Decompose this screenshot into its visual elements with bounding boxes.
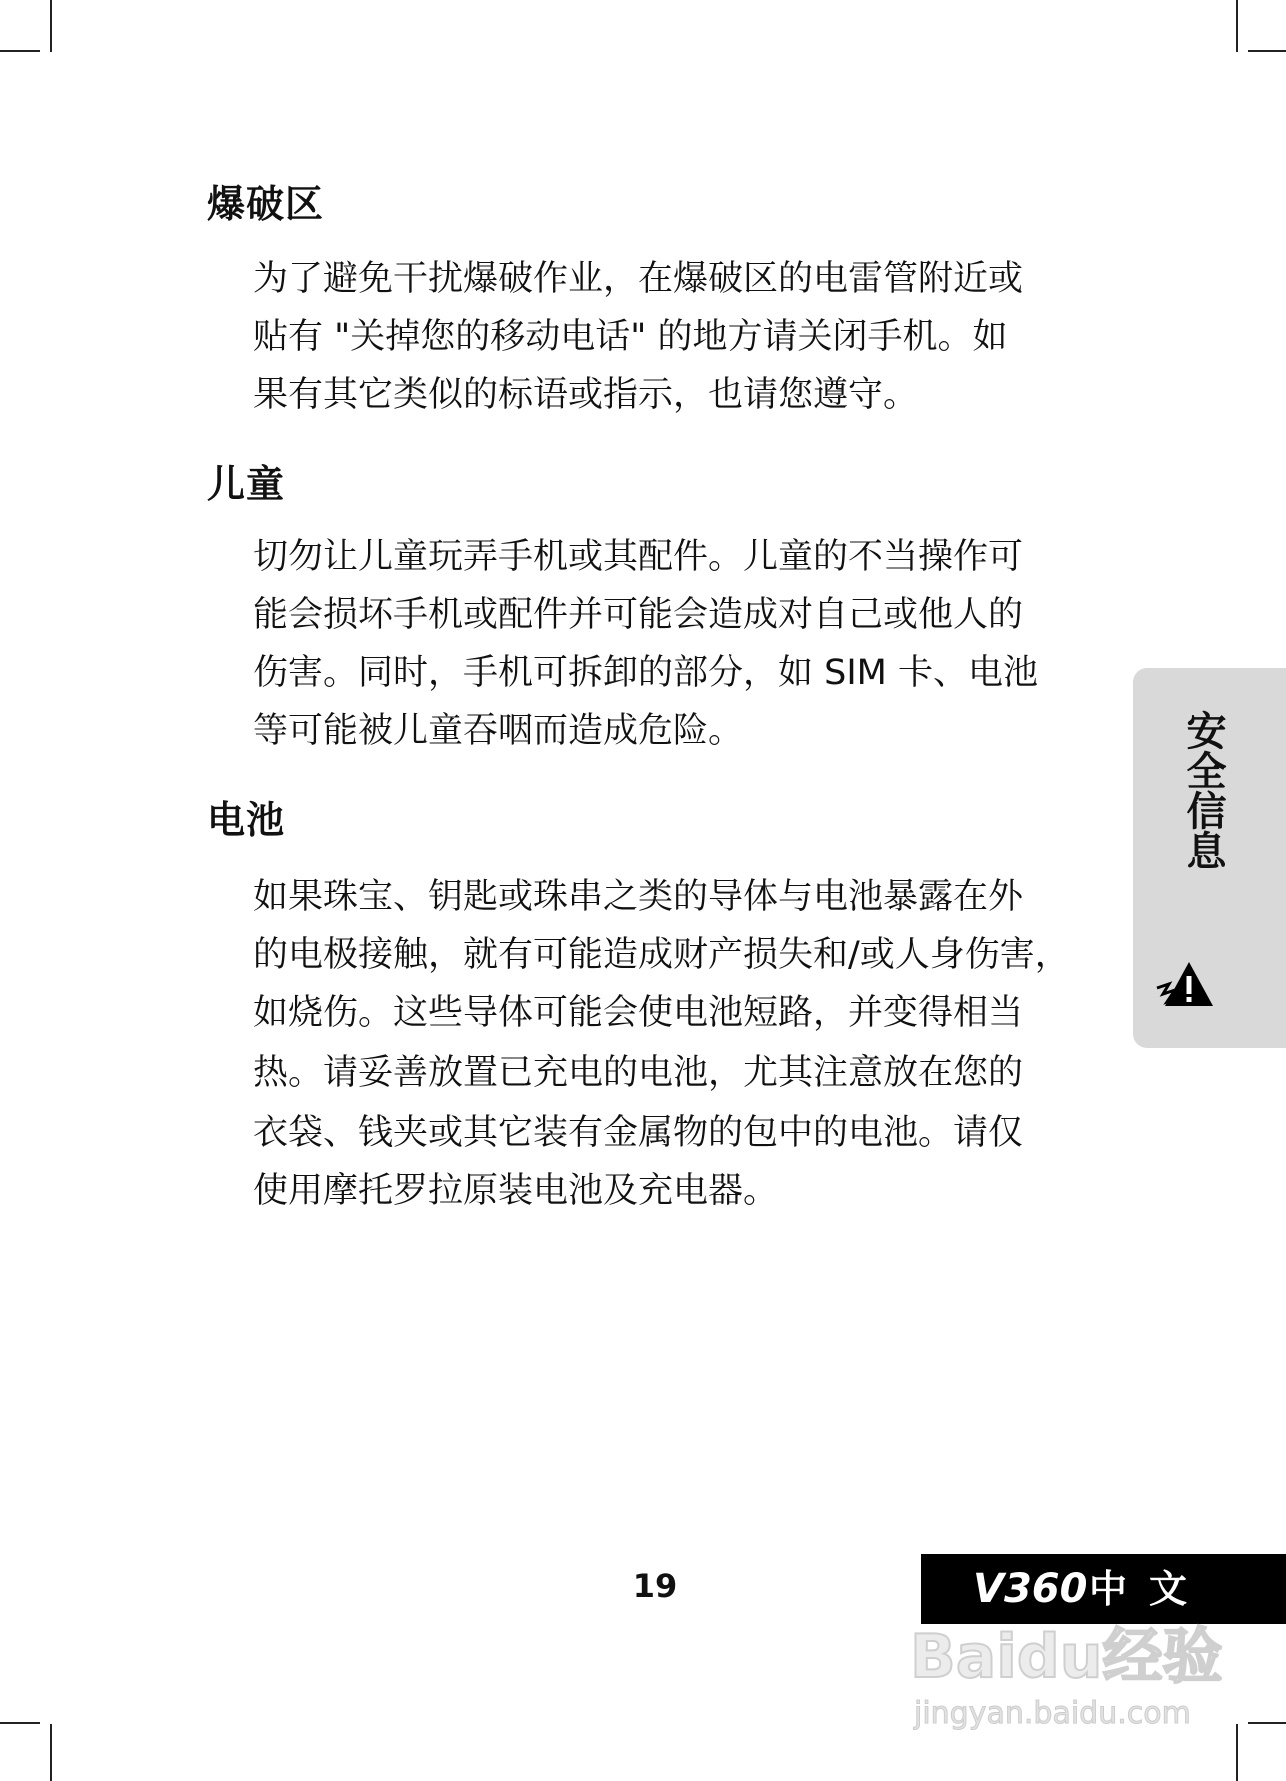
baidu-watermark: [910, 1622, 1223, 1752]
crop-mark: [1236, 0, 1238, 52]
paragraph-line: 使用摩托罗拉原装电池及充电器。: [253, 1171, 779, 1211]
paragraph-line: 的电极接触，就有可能造成财产损失和/或人身伤害，: [253, 935, 1070, 975]
paragraph-line: 切勿让儿童玩弄手机或其配件。儿童的不当操作可: [253, 537, 1024, 577]
watermark-url: jingyan.baidu.com: [914, 1696, 1191, 1731]
paragraph-line: 果有其它类似的标语或指示，也请您遵守。: [253, 375, 919, 415]
paragraph-line: 衣袋、钱夹或其它装有金属物的包中的电池。请仅: [253, 1113, 1024, 1153]
section-heading-blasting: 爆破区: [207, 182, 325, 226]
paragraph-line: 等可能被儿童吞咽而造成危险。: [253, 711, 744, 751]
crop-mark: [0, 1722, 40, 1724]
crop-mark: [1248, 1722, 1286, 1724]
section-side-tab: [1133, 668, 1286, 1048]
paragraph-line: 贴有 "关掉您的移动电话" 的地方请关闭手机。如: [253, 317, 1008, 357]
page-number: 19: [632, 1567, 678, 1605]
section-heading-children: 儿童: [207, 462, 286, 506]
crop-mark: [0, 50, 40, 52]
crop-mark: [50, 1724, 52, 1781]
crop-mark: [1248, 50, 1286, 52]
warning-icon: [1155, 958, 1215, 1012]
section-heading-battery: 电池: [207, 798, 286, 842]
model-label-band: [921, 1554, 1286, 1624]
side-tab-label: 安全信息: [1180, 710, 1227, 870]
paragraph-line: 如烧伤。这些导体可能会使电池短路，并变得相当: [253, 993, 1024, 1033]
paragraph-line: 能会损坏手机或配件并可能会造成对自己或他人的: [253, 595, 1024, 635]
watermark-brand: Baidu经验: [910, 1622, 1223, 1692]
paragraph-line: 为了避免干扰爆破作业，在爆破区的电雷管附近或: [253, 259, 1024, 299]
crop-mark: [1236, 1724, 1238, 1781]
model-name: V360: [973, 1566, 1088, 1612]
crop-mark: [50, 0, 52, 52]
paragraph-line: 热。请妥善放置已充电的电池，尤其注意放在您的: [253, 1053, 1024, 1093]
paragraph-line: 伤害。同时，手机可拆卸的部分，如 SIM 卡、电池: [253, 653, 1038, 693]
language-label: 中文: [1089, 1567, 1210, 1611]
paragraph-line: 如果珠宝、钥匙或珠串之类的导体与电池暴露在外: [253, 877, 1024, 917]
